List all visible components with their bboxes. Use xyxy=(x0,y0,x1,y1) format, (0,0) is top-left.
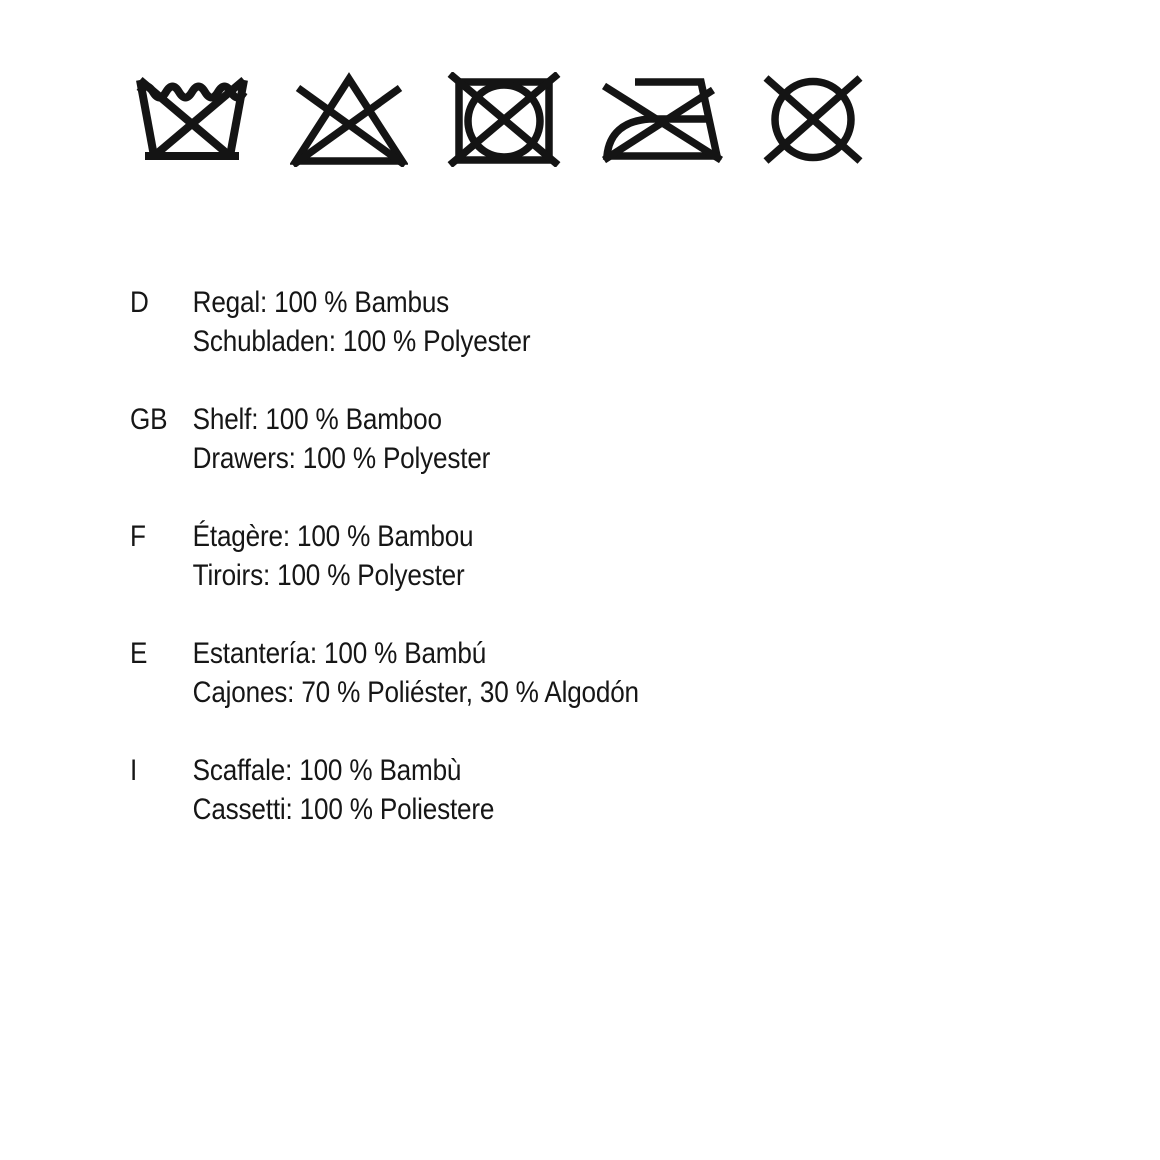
lang-label-de: D xyxy=(130,286,149,319)
material-lines-es xyxy=(193,634,792,712)
material-line: Étagère: 100 % Bambou xyxy=(192,520,474,553)
material-line: Cassetti: 100 % Poliestere xyxy=(192,793,495,826)
material-line: Schubladen: 100 % Polyester xyxy=(192,325,531,358)
care-symbols-row xyxy=(130,72,867,167)
lang-label-it: I xyxy=(130,754,138,787)
material-lines-it xyxy=(193,751,792,829)
material-line: Estantería: 100 % Bambú xyxy=(192,637,487,670)
do-not-wash-icon xyxy=(130,72,254,167)
do-not-tumble-dry-icon xyxy=(445,72,563,167)
material-line: Tiroirs: 100 % Polyester xyxy=(192,559,465,592)
lang-label-es: E xyxy=(130,637,148,670)
material-block-fr xyxy=(130,517,791,595)
material-lines-fr xyxy=(193,517,792,595)
material-line: Shelf: 100 % Bamboo xyxy=(192,403,442,436)
do-not-bleach-icon xyxy=(290,72,408,167)
material-line: Regal: 100 % Bambus xyxy=(192,286,450,319)
material-line: Cajones: 70 % Poliéster, 30 % Algodón xyxy=(192,676,639,709)
material-block-es xyxy=(130,634,791,712)
material-block-it xyxy=(130,751,791,829)
material-block-de xyxy=(130,283,791,361)
material-line: Drawers: 100 % Polyester xyxy=(192,442,491,475)
lang-label-gb: GB xyxy=(130,403,168,436)
lang-label-fr: F xyxy=(130,520,146,553)
material-lines-de xyxy=(193,283,792,361)
material-lines-gb xyxy=(193,400,792,478)
material-block-gb xyxy=(130,400,791,478)
material-line: Scaffale: 100 % Bambù xyxy=(192,754,462,787)
materials-list xyxy=(130,283,791,868)
do-not-iron-icon xyxy=(599,72,723,167)
do-not-dry-clean-icon xyxy=(759,72,867,167)
